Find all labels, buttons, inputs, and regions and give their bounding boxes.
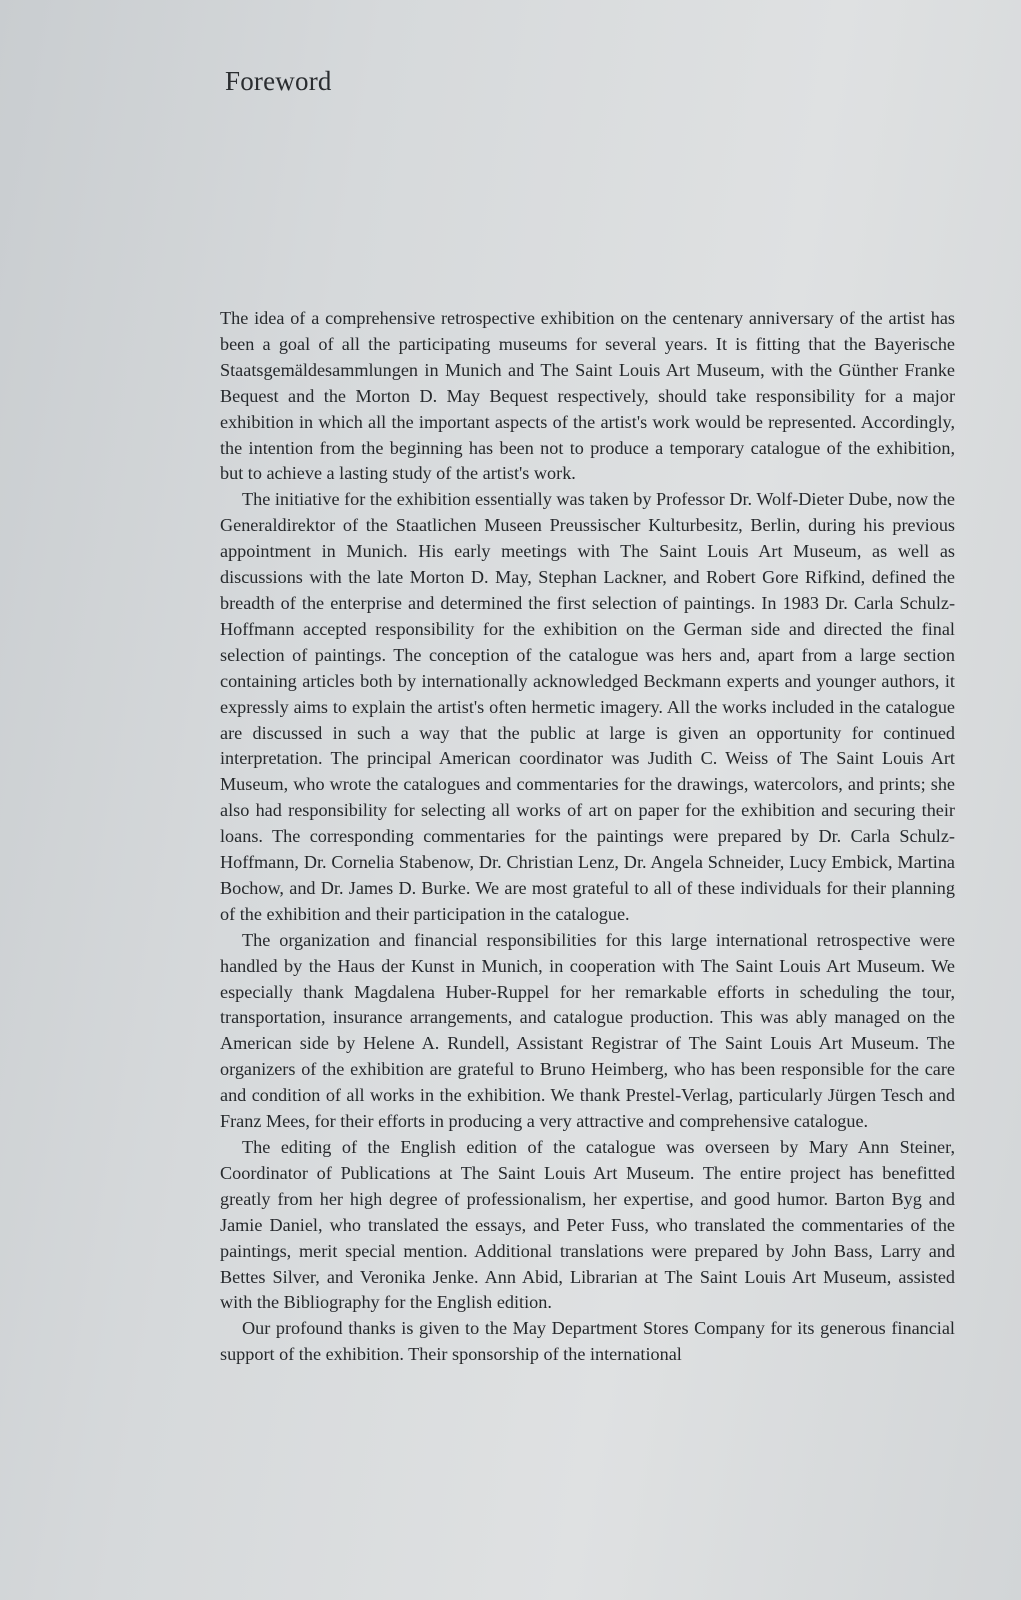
foreword-body xyxy=(220,306,955,1368)
page-title: Foreword xyxy=(225,66,332,96)
paragraph-4: The editing of the English edition of the catalogue was overseen by Mary Ann Steiner, Coordinator of Publications at The Saint Louis Art Museum. The entire project has benefitted greatly from her high degree of professionalism, her expertise, and good humor. Barton Byg and Jamie Daniel, who translated the essays, and Peter Fuss, who translated the commentaries of the paintings, merit special mention. Additional translations were prepared by John Bass, Larry and Bettes Silver, and Veronika Jenke. Ann Abid, Librarian at The Saint Louis Art Museum, assisted with the Bibliography for the English edition. xyxy=(220,1137,955,1313)
paragraph-2: The initiative for the exhibition essentially was taken by Professor Dr. Wolf-Dieter Dube, now the Generaldirektor of the Staatlichen Museen Preussischer Kulturbesitz, Berlin, during his previous appointment in Munich. His early meetings with The Saint Louis Art Museum, as well as discussions with the late Morton D. May, Stephan Lackner, and Robert Gore Rifkind, defined the breadth of the enterprise and determined the first selection of paintings. In 1983 Dr. Carla Schulz-Hoffmann accepted responsibility for the exhibition on the German side and directed the final selection of paintings. The conception of the catalogue was hers and, apart from a large section containing articles both by internationally acknowledged Beckmann experts and younger authors, it expressly aims to explain the artist's often hermetic imagery. All the works included in the catalogue are discussed in such a way that the public at large is given an opportunity for continued interpretation. The principal American coordinator was Judith C. Weiss of The Saint Louis Art Museum, who wrote the catalogues and commentaries for the drawings, watercolors, and prints; she also had responsibility for selecting all works of art on paper for the exhibition and securing their loans. The corresponding commentaries for the paintings were prepared by Dr. Carla Schulz-Hoffmann, Dr. Cornelia Stabenow, Dr. Christian Lenz, Dr. Angela Schneider, Lucy Embick, Martina Bochow, and Dr. James D. Burke. We are most grateful to all of these individuals for their planning of the exhibition and their participation in the catalogue. xyxy=(220,489,955,924)
paragraph-1: The idea of a comprehensive retrospective exhibition on the centenary anniversary of the artist has been a goal of all the participating museums for several years. It is fitting that the Bayerische Staatsgemäldesammlungen in Munich and The Saint Louis Art Museum, with the Günther Franke Bequest and the Morton D. May Bequest respectively, should take responsibility for a major exhibition in which all the important aspects of the artist's work would be represented. Accordingly, the intention from the beginning has been not to produce a temporary catalogue of the exhibition, but to achieve a lasting study of the artist's work. xyxy=(220,308,955,484)
paragraph-5: Our profound thanks is given to the May Department Stores Company for its generous financial support of the exhibition. Their sponsorship of the international xyxy=(220,1318,955,1365)
paragraph-3: The organization and financial responsibilities for this large international retrospective were handled by the Haus der Kunst in Munich, in cooperation with The Saint Louis Art Museum. We especially thank Magdalena Huber-Ruppel for her remarkable efforts in scheduling the tour, transportation, insurance arrangements, and catalogue production. This was ably managed on the American side by Helene A. Rundell, Assistant Registrar of The Saint Louis Art Museum. The organizers of the exhibition are grateful to Bruno Heimberg, who has been responsible for the care and condition of all works in the exhibition. We thank Prestel-Verlag, particularly Jürgen Tesch and Franz Mees, for their efforts in producing a very attractive and comprehensive catalogue. xyxy=(220,929,955,1132)
